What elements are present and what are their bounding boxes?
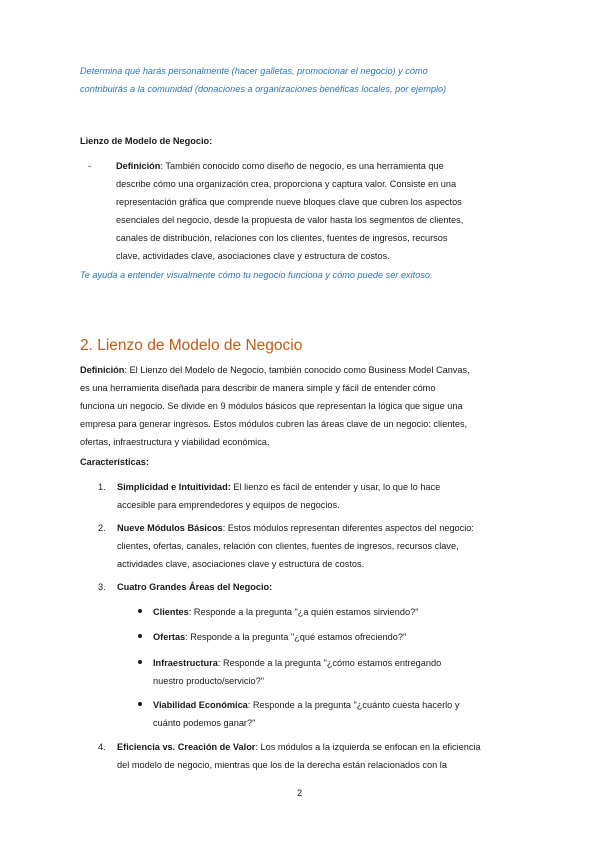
item-text: actividades clave, asociaciones clave y estructura de costos. xyxy=(117,559,365,569)
definition-text: describe cómo una organización crea, proporciona y captura valor. Consiste en una xyxy=(116,179,457,189)
sub-bullet-item xyxy=(138,628,406,646)
page-number: 2 xyxy=(297,788,303,798)
definition-label: Definición xyxy=(80,365,125,375)
item-label: Eficiencia vs. Creación de Valor xyxy=(117,742,256,752)
area-label: Clientes xyxy=(153,607,189,617)
item-text: clientes, ofertas, canales, relación con clientes, fuentes de ingresos, recursos clave, xyxy=(117,541,459,551)
definition-text: ofertas, infraestructura y viabilidad económica. xyxy=(80,437,270,447)
area-text: : Responde a la pregunta "¿cuánto cuesta hacerlo y xyxy=(247,700,460,710)
canvas-note: Te ayuda a entender visualmente cómo tu negocio funciona y cómo puede ser exitoso. xyxy=(80,270,433,280)
dash-bullet: - xyxy=(88,161,92,171)
definition-text: empresa para generar ingresos. Estos módulos cubren las áreas clave de un negocio: clientes, xyxy=(80,419,468,429)
area-label: Viabilidad Económica xyxy=(153,700,248,710)
bullet-dot-icon xyxy=(138,634,142,638)
sub-bullet-item xyxy=(138,696,459,732)
list-number: 4. xyxy=(98,742,106,752)
intro-note-line: contribuirás a la comunidad (donaciones a organizaciones benéficas locales, por ejemplo) xyxy=(80,84,447,94)
bullet-dot-icon xyxy=(138,660,142,664)
list-item xyxy=(117,519,474,573)
features-heading: Características: xyxy=(80,457,149,467)
sub-bullet-item xyxy=(138,603,418,621)
definition-text: canales de distribución, relaciones con los clientes, fuentes de ingresos, recursos xyxy=(116,233,448,243)
intro-note-line: Determina qué harás personalmente (hacer galletas, promocionar el negocio) y cómo xyxy=(80,66,428,76)
definition-label: Definición xyxy=(116,161,161,171)
sub-bullet-item xyxy=(138,654,441,690)
item-text: : Estos módulos representan diferentes aspectos del negocio: xyxy=(222,523,474,533)
intro-note xyxy=(80,62,446,98)
section-definition xyxy=(80,361,470,451)
item-label: Cuatro Grandes Áreas del Negocio: xyxy=(117,582,273,592)
list-number: 1. xyxy=(98,482,106,492)
item-text: : Los módulos a la izquierda se enfocan en la eficiencia xyxy=(255,742,481,752)
area-text: : Responde a la pregunta "¿cómo estamos entregando xyxy=(217,658,442,668)
list-number: 2. xyxy=(98,523,106,533)
bullet-dot-icon xyxy=(138,609,142,613)
definition-text: esenciales del negocio, desde la propuesta de valor hasta los segmentos de clientes, xyxy=(116,215,464,225)
definition-text: : También conocido como diseño de negocio, es una herramienta que xyxy=(160,161,444,171)
definition-text: clave, actividades clave, asociaciones clave y estructura de costos. xyxy=(116,251,390,261)
section-heading: 2. Lienzo de Modelo de Negocio xyxy=(80,337,303,354)
list-item xyxy=(117,738,481,774)
definition-text: representación gráfica que comprende nueve bloques clave que cubren los aspectos xyxy=(116,197,462,207)
area-text: nuestro producto/servicio?" xyxy=(153,676,265,686)
area-text: : Responde a la pregunta "¿qué estamos ofreciendo?" xyxy=(185,632,407,642)
canvas-heading: Lienzo de Modelo de Negocio: xyxy=(80,136,213,146)
area-text: cuánto podemos ganar?" xyxy=(153,718,256,728)
area-label: Infraestructura xyxy=(153,658,218,668)
item-text: del modelo de negocio, mientras que los de la derecha están relacionados con la xyxy=(117,760,447,770)
bullet-dot-icon xyxy=(138,702,142,706)
list-item xyxy=(117,478,440,514)
definition-text: es una herramienta diseñada para describir de manera simple y fácil de entender cómo xyxy=(80,383,436,393)
item-label: Simplicidad e Intuitividad: xyxy=(117,482,231,492)
item-label: Nueve Módulos Básicos xyxy=(117,523,223,533)
list-number: 3. xyxy=(98,582,106,592)
item-text: El lienzo es fácil de entender y usar, lo que lo hace xyxy=(230,482,441,492)
area-text: : Responde a la pregunta "¿a quién estamos sirviendo?" xyxy=(188,607,419,617)
canvas-definition xyxy=(116,157,463,265)
area-label: Ofertas xyxy=(153,632,186,642)
definition-text: funciona un negocio. Se divide en 9 módulos básicos que representan la lógica que sigue una xyxy=(80,401,463,411)
item-text: accesible para emprendedores y equipos de negocios. xyxy=(117,500,340,510)
definition-text: : El Lienzo del Modelo de Negocio, también conocido como Business Model Canvas, xyxy=(124,365,470,375)
